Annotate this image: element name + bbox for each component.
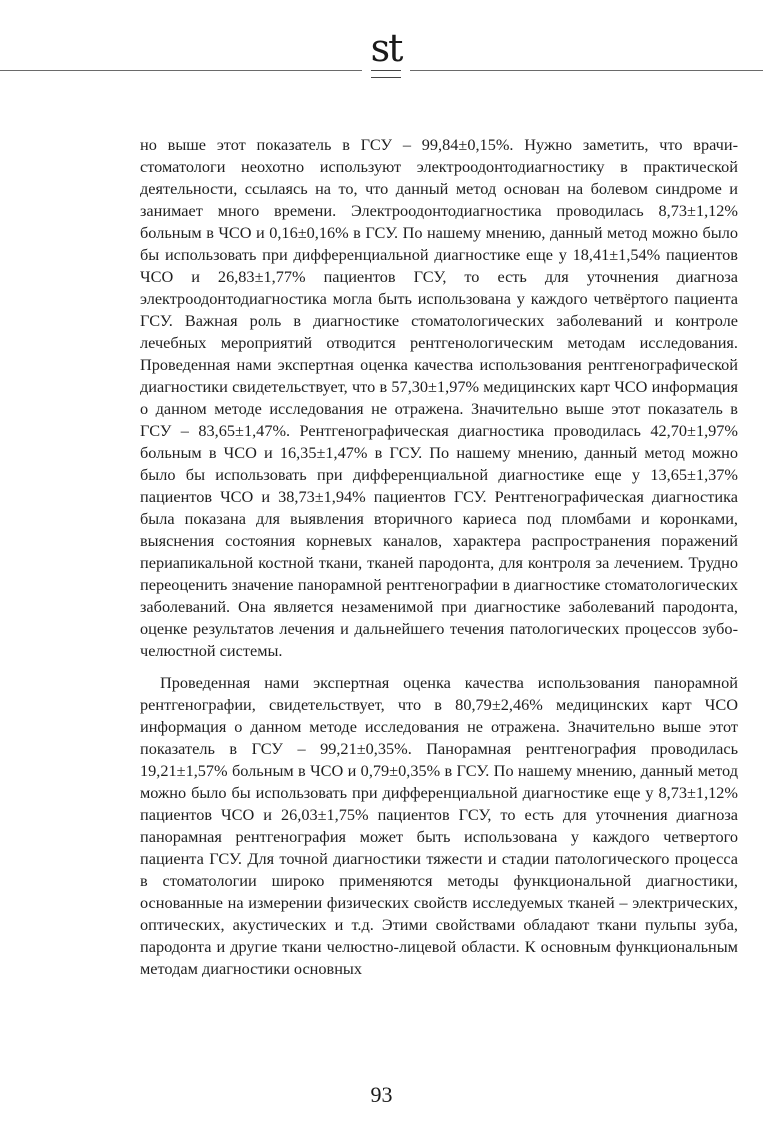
header-rule-left [0, 70, 362, 71]
body-text [140, 134, 738, 980]
logo-underline [371, 70, 401, 78]
page-header [0, 18, 763, 88]
journal-logo [362, 26, 410, 86]
logo-text: st [370, 26, 402, 70]
page-number: 93 [370, 1082, 393, 1107]
paragraph-1: но выше этот показатель в ГСУ – 99,84±0,15%. Нужно заметить, что врачи-стоматологи неохотно используют электроодонтодиагностику в практической деятельности, ссылаясь на то, что данный метод основан на болевом синдроме и занимает много времени. Электроодонтодиагностика проводилась 8,73±1,12% больным в ЧСО и 0,16±0,16% в ГСУ. По нашему мнению, данный метод можно было бы использовать при дифференциальной диагностике еще у 18,41±1,54% пациентов ЧСО и 26,83±1,77% пациентов ГСУ, то есть для уточнения диагноза электроодонтодиагностика могла быть использована у каждого четвёртого пациента ГСУ. Важная роль в диагностике стоматологических заболеваний и контроле лечебных мероприятий отводится рентгенологическим методам исследования. Проведенная нами экспертная оценка качества использования рентгенографической диагностики свидетельствует, что в 57,30±1,97% медицинских карт ЧСО информация о данном методе исследования не отражена. Значительно выше этот показатель в ГСУ – 83,65±1,47%. Рентгенографическая диагностика проводилась 42,70±1,97% больным в ЧСО и 16,35±1,47% в ГСУ. По нашему мнению, данный метод можно было бы использовать при дифференциальной диагностике еще у 13,65±1,37% пациентов ЧСО и 38,73±1,94% пациентов ГСУ. Рентгенографическая диагностика была показана для выявления вторичного кариеса под пломбами и коронками, выяснения состояния корневых каналов, характера распространения поражений периапикальной костной ткани, тканей пародонта, для контроля за лечением. Трудно переоценить значение панорамной рентгенографии в диагностике стоматологических заболеваний. Она является незаменимой при диагностике заболеваний пародонта, оценке результатов лечения и дальнейшего течения патологических процессов зубо-челюстной системы. [140, 135, 738, 660]
paragraph-2: Проведенная нами экспертная оценка качества использования панорамной рентгенографии, свидетельствует, что в 80,79±2,46% медицинских карт ЧСО информация о данном методе исследования не отражена. Значительно выше этот показатель в ГСУ – 99,21±0,35%. Панорамная рентгенография проводилась 19,21±1,57% больным в ЧСО и 0,79±0,35% в ГСУ. По нашему мнению, данный метод можно было бы использовать при дифференциальной диагностике еще у 8,73±1,12% пациентов ЧСО и 26,03±1,75% пациентов ГСУ, то есть для уточнения диагноза панорамная рентгенография может быть использована у каждого четвертого пациента ГСУ. Для точной диагностики тяжести и стадии патологического процесса в стоматологии широко применяются методы функциональной диагностики, основанные на измерении физических свойств исследуемых тканей – электрических, оптических, акустических и т.д. Этими свойствами обладают ткани пульпы зуба, пародонта и другие ткани челюстно-лицевой области. К основным функциональным методам диагностики основных [140, 673, 738, 978]
header-rule-right [410, 70, 763, 71]
